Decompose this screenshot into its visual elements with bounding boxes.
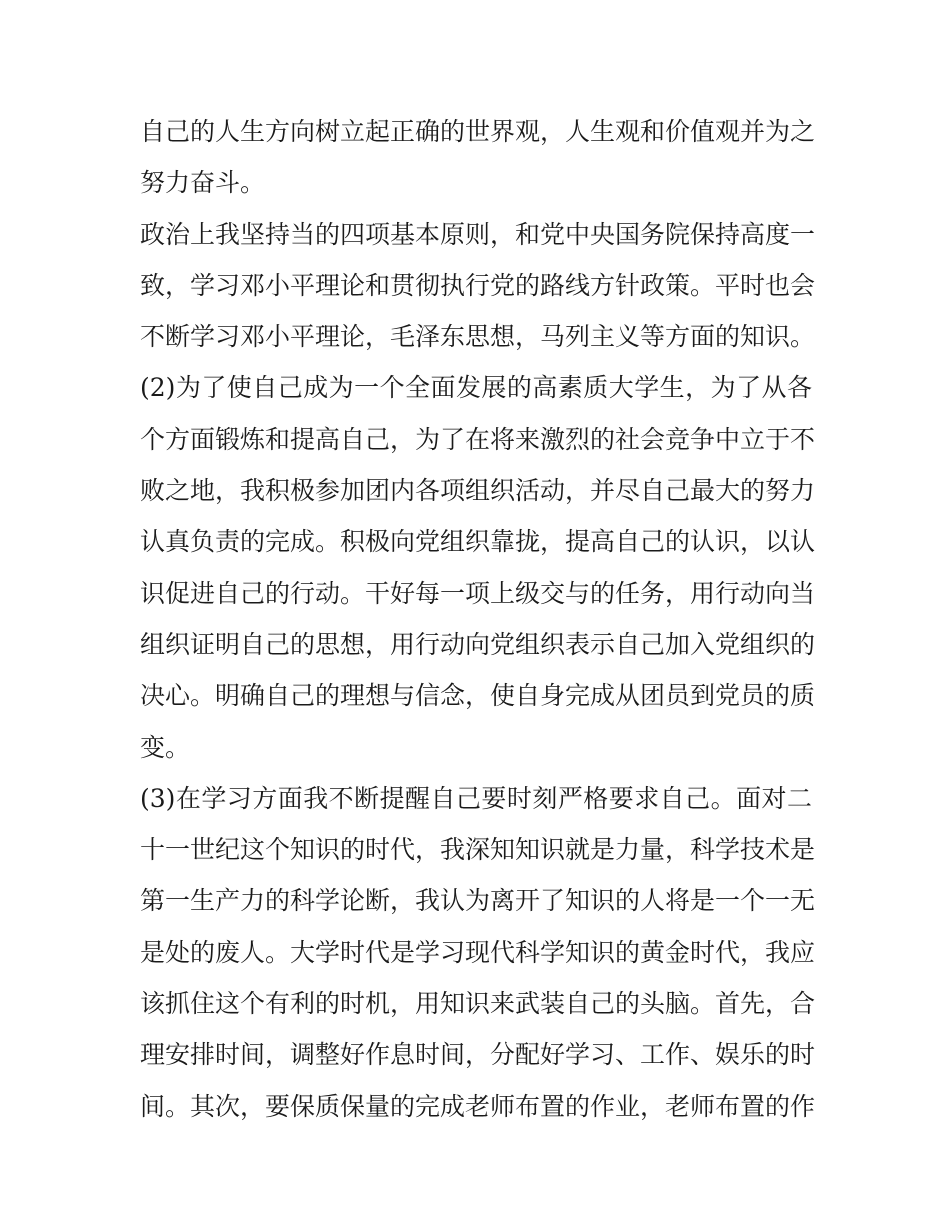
- text-line: 不断学习邓小平理论，毛泽东思想，马列主义等方面的知识。: [140, 322, 816, 352]
- text-line: 识促进自己的行动。干好每一项上级交与的任务，用行动向当: [140, 578, 816, 608]
- text-line: 理安排时间，调整好作息时间，分配好学习、工作、娱乐的时: [140, 1040, 816, 1070]
- text-line: 第一生产力的科学论断，我认为离开了知识的人将是一个一无: [140, 886, 816, 916]
- text-line: (2)为了使自己成为一个全面发展的高素质大学生，为了从各: [140, 373, 812, 403]
- text-line: 自己的人生方向树立起正确的世界观，人生观和价值观并为之: [140, 117, 816, 146]
- text-line: 努力奋斗。: [140, 168, 266, 198]
- text-line: 组织证明自己的思想，用行动向党组织表示自己加入党组织的: [140, 629, 816, 659]
- text-line: 决心。明确自己的理想与信念，使自身完成从团员到党员的质: [140, 681, 816, 711]
- text-line: 政治上我坚持当的四项基本原则，和党中央国务院保持高度一: [140, 219, 816, 249]
- text-line: 个方面锻炼和提高自己，为了在将来激烈的社会竞争中立于不: [140, 424, 816, 454]
- document-body: [140, 106, 816, 1132]
- text-line: (3)在学习方面我不断提醒自己要时刻严格要求自己。面对二: [140, 783, 812, 813]
- text-line: 该抓住这个有利的时机，用知识来武装自己的头脑。首先，合: [140, 989, 816, 1019]
- text-line: 间。其次，要保质保量的完成老师布置的作业，老师布置的作: [140, 1091, 816, 1121]
- text-line: 败之地，我积极参加团内各项组织活动，并尽自己最大的努力: [140, 476, 816, 506]
- text-line: 致，学习邓小平理论和贯彻执行党的路线方针政策。平时也会: [140, 270, 816, 300]
- text-line: 是处的废人。大学时代是学习现代科学知识的黄金时代，我应: [140, 937, 816, 967]
- text-line: 十一世纪这个知识的时代，我深知知识就是力量，科学技术是: [140, 835, 816, 865]
- text-line: 认真负责的完成。积极向党组织靠拢，提高自己的认识，以认: [140, 527, 816, 557]
- text-line: 变。: [140, 732, 191, 762]
